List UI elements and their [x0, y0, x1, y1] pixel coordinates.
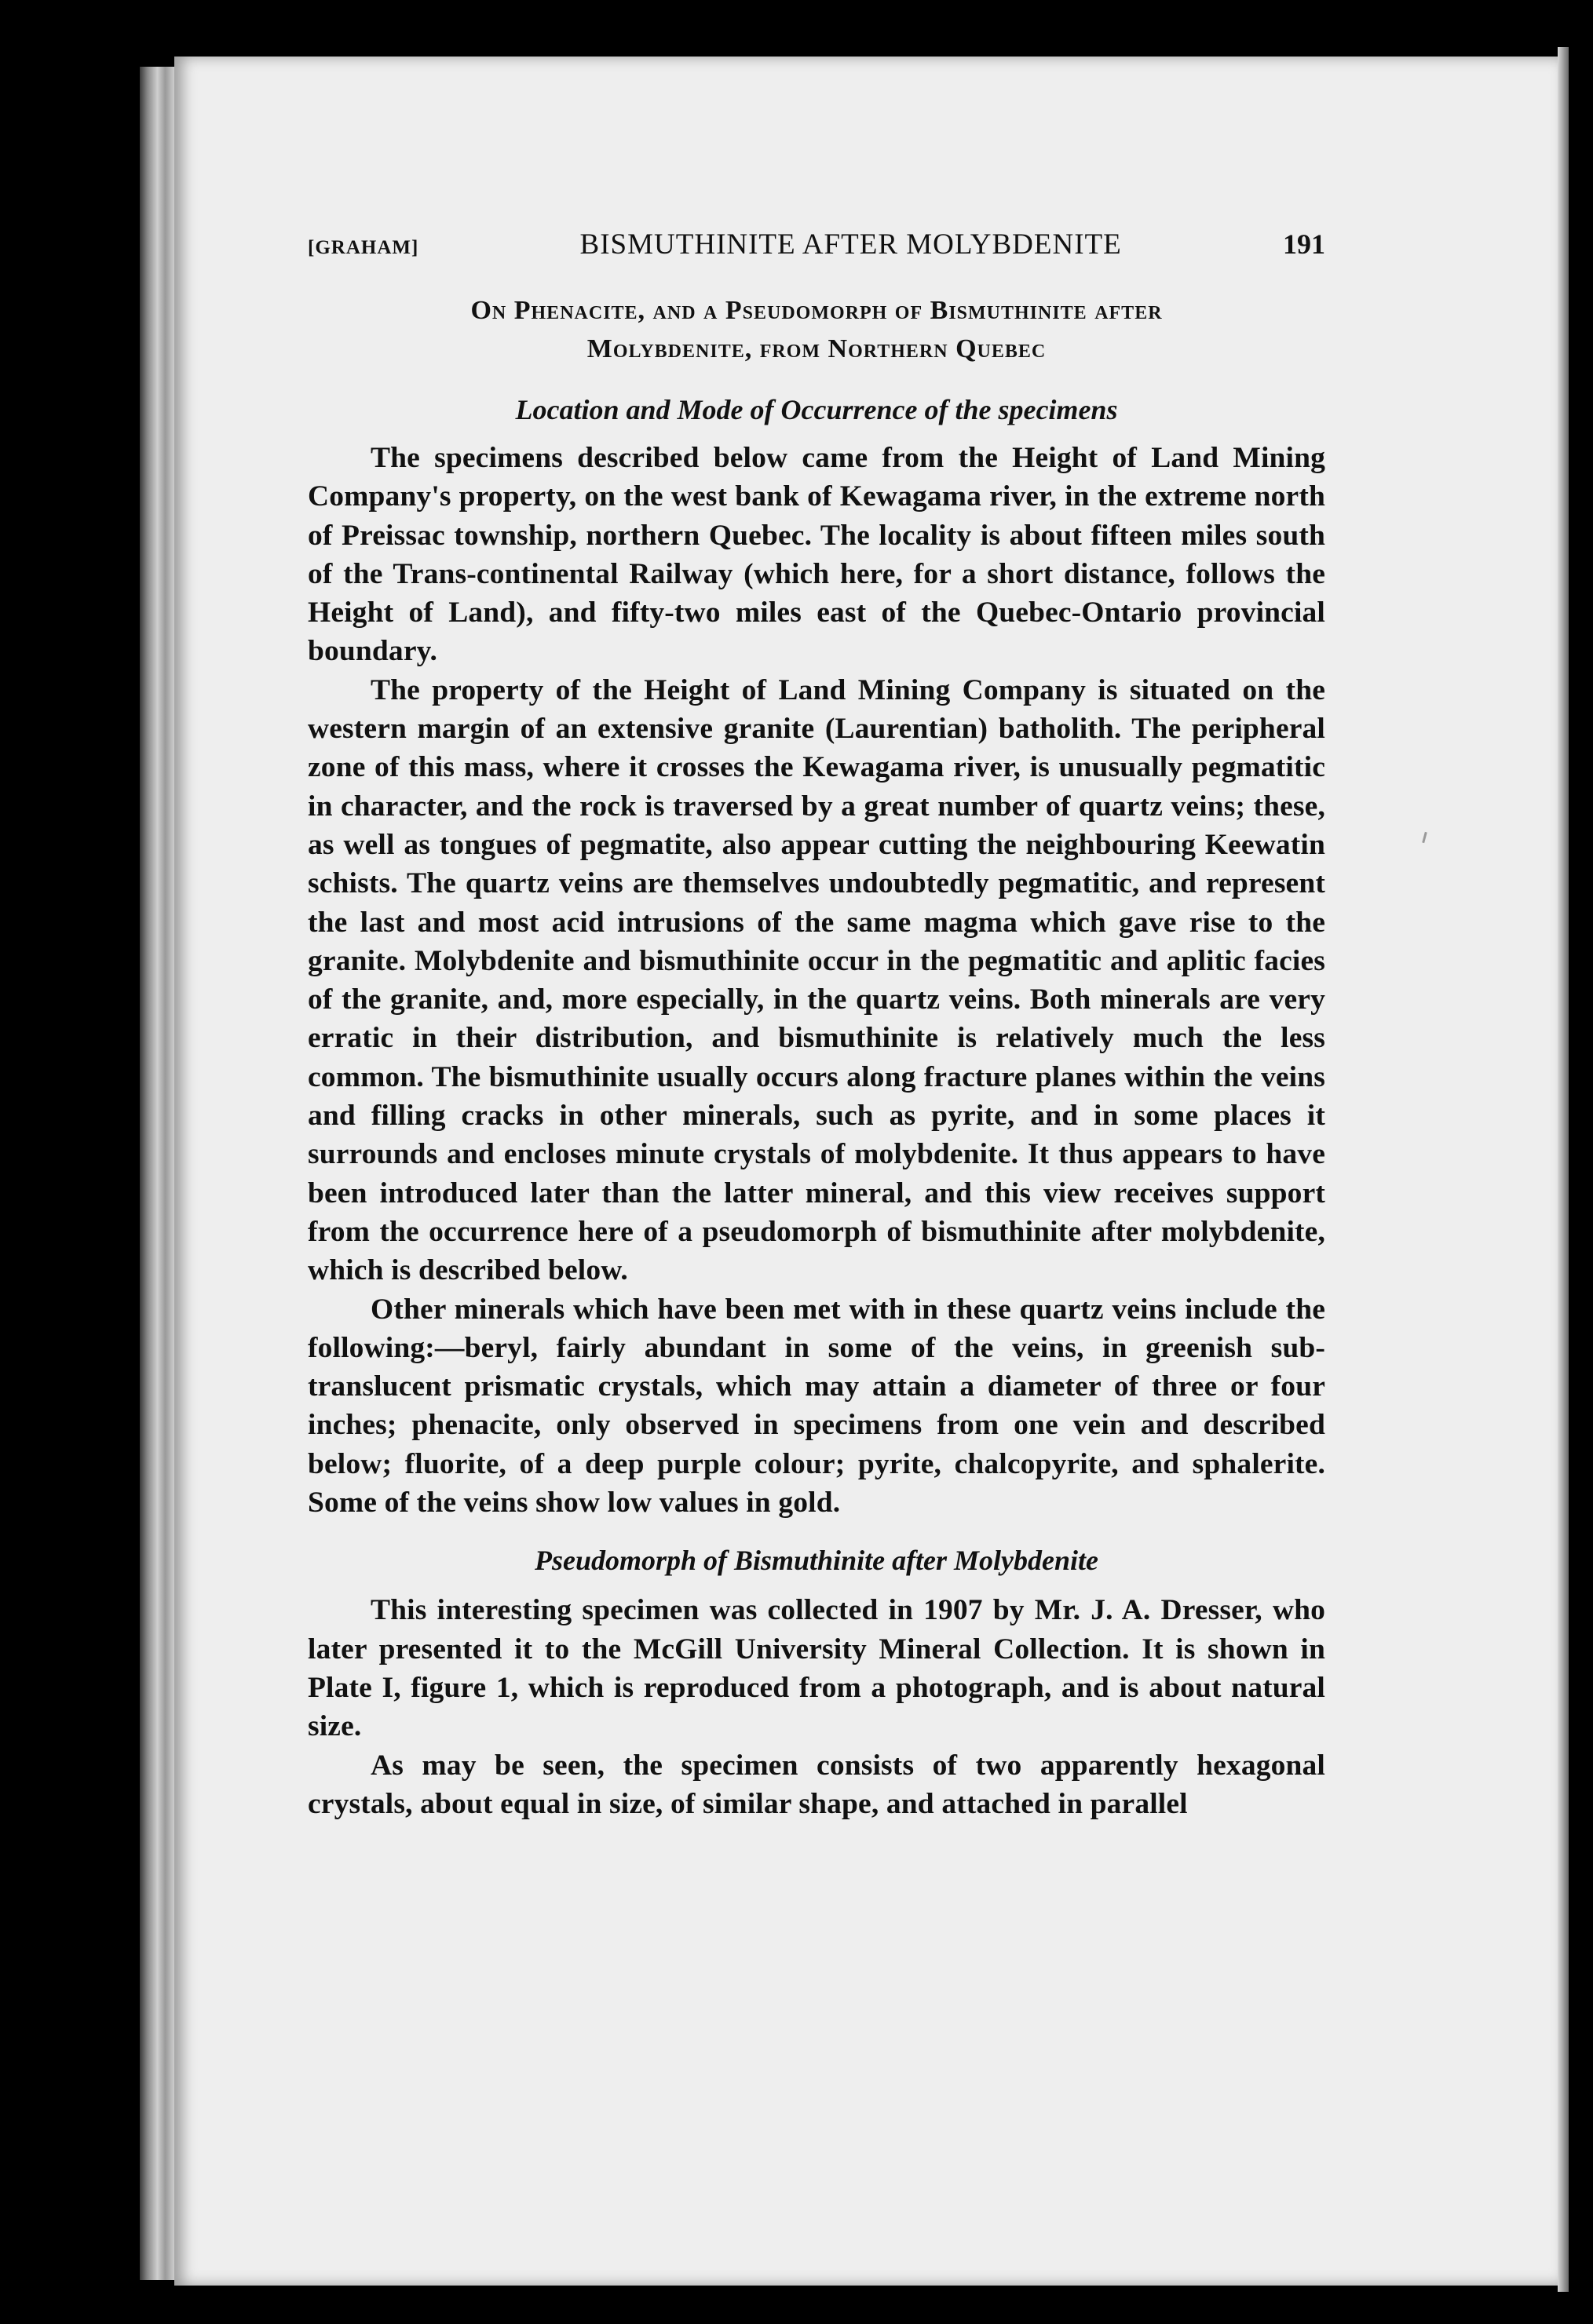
article-title-line-2: Molybdenite, from Northern Quebec: [586, 334, 1047, 363]
running-head-author: [GRAHAM]: [308, 237, 419, 258]
section-heading-location: Location and Mode of Occurrence of the specimens: [515, 394, 1118, 425]
paragraph: The property of the Height of Land Mining Company is situated on the western margin of an extensive granite (Laurentian) batholith. The peripheral zone of this mass, where it crosses the Kewagama river, is unusually pegmatitic in character, and the rock is traversed by a great number of quartz veins; these, as well as tongues of pegmatite, also appear cutting the neighbouring Keewatin schists. The quartz veins are themselves undoubtedly pegmatitic, and represent the last and most acid intrusions of the same magma which gave rise to the granite. Molybdenite and bismuthinite occur in the pegmatitic and aplitic facies of the granite, and, more especially, in the quartz veins. Both minerals are very erratic in their distribution, and bismuthinite is relatively much the less common. The bismuthinite usually occurs along fracture planes within the veins and filling cracks in other minerals, such as pyrite, and in some places it surrounds and encloses minute crystals of molybdenite. It thus appears to have been introduced later than the latter mineral, and this view receives support from the occurrence here of a pseudomorph of bismuthinite after molybdenite, which is described below.: [308, 673, 1325, 1287]
paragraph: The specimens described below came from the Height of Land Mining Company's property, on the west bank of Kewagama river, in the extreme north of Preissac township, northern Quebec. The locality is about fifteen miles south of the Trans-continental Railway (which here, for a short distance, follows the Height of Land), and fifty-two miles east of the Quebec-Ontario provincial boundary.: [308, 442, 1325, 668]
article-title-line-1: On Phenacite, and a Pseudomorph of Bismuthinite after: [470, 296, 1163, 325]
article-title: [308, 291, 1325, 368]
paragraph: This interesting specimen was collected in 1907 by Mr. J. A. Dresser, who later presented it to the McGill University Mineral Collection. It is shown in Plate I, figure 1, which is reproduced from a photograph, and is about natural size.: [308, 1594, 1325, 1743]
section-heading-pseudomorph: Pseudomorph of Bismuthinite after Molybdenite: [534, 1545, 1099, 1577]
running-head-title: BISMUTHINITE AFTER MOLYBDENITE: [579, 228, 1122, 261]
page-right-edge: [1558, 47, 1569, 2292]
page-text-block: [308, 228, 1325, 1823]
running-head: [308, 228, 1325, 261]
paragraph: Other minerals which have been met with in these quartz veins include the following:—beryl, fairly abundant in some of the veins, in greenish sub-translucent prismatic crystals, which may attain a diameter of three or four inches; phenacite, only observed in specimens from one vein and described below; fluorite, of a deep purple colour; pyrite, chalcopyrite, and sphalerite. Some of the veins show low values in gold.: [308, 1293, 1325, 1520]
paragraph: As may be seen, the specimen consists of two apparently hexagonal crystals, about equal in size, of similar shape, and attached in parallel: [308, 1749, 1325, 1820]
book-binding-edge: [140, 67, 179, 2280]
page-number: 191: [1282, 228, 1325, 260]
